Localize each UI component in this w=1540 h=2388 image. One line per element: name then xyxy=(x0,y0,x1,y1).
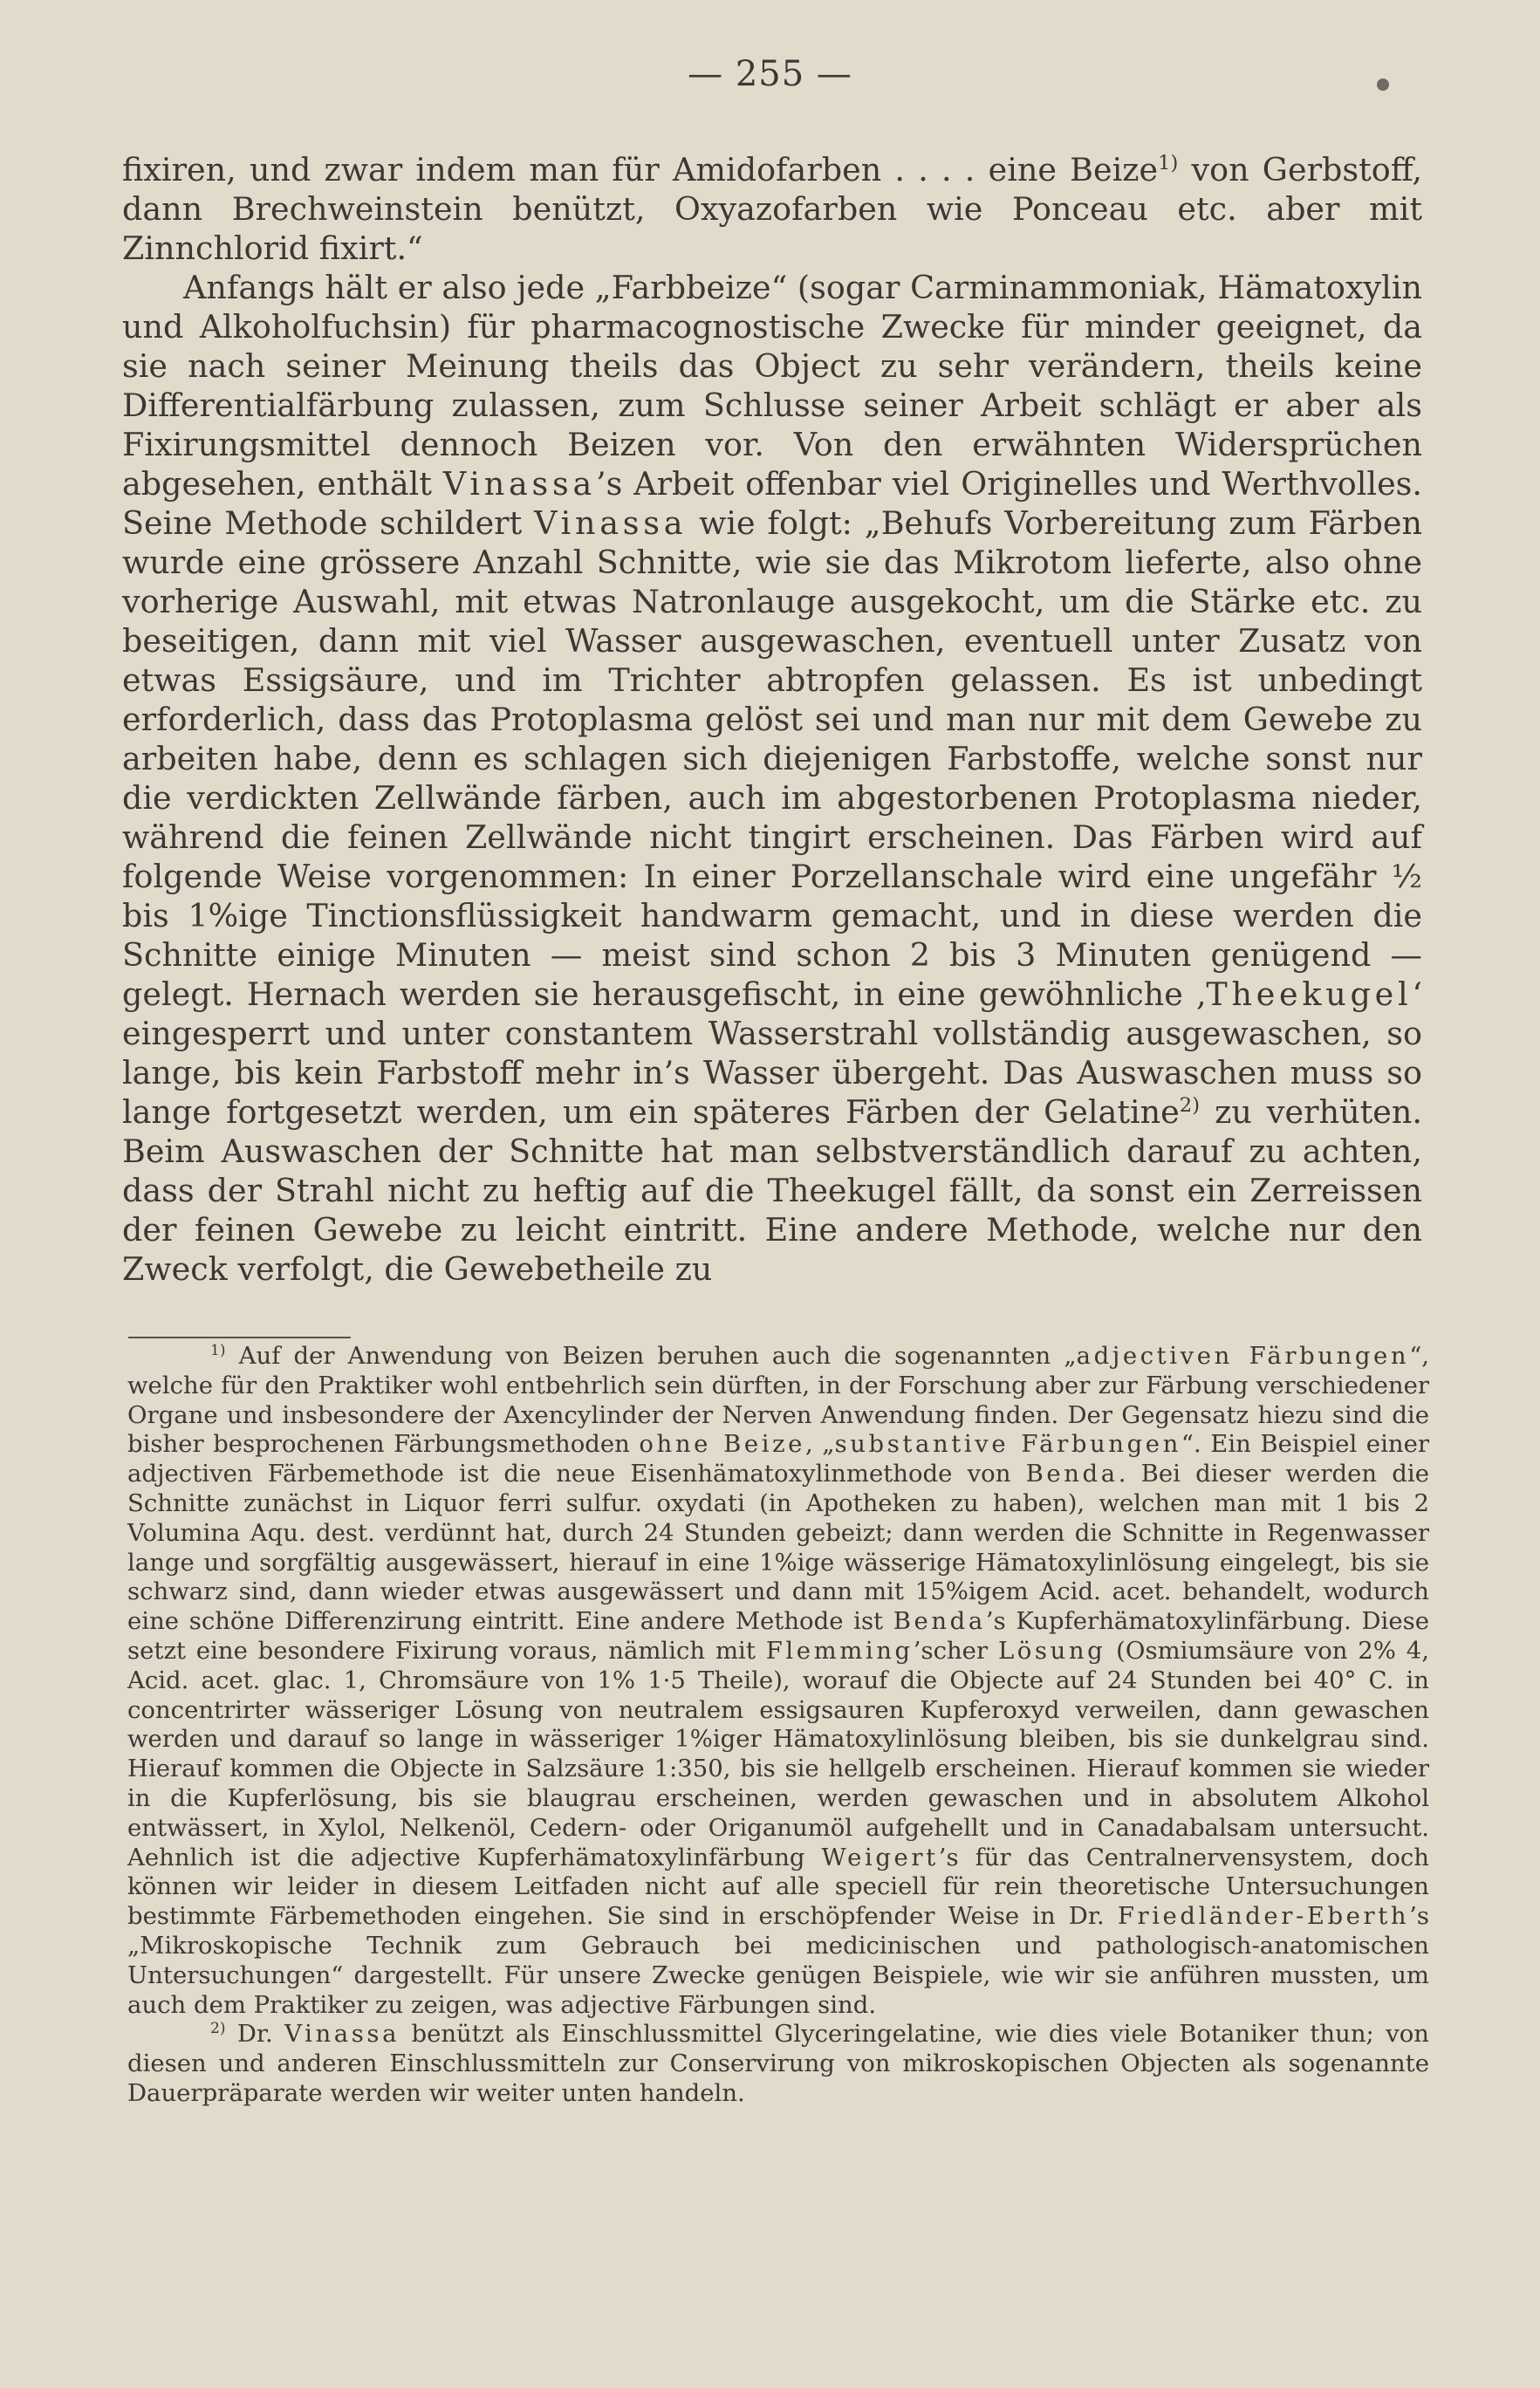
text-run: ’s für das Centralnervensystem, doch können wir leider in diesem Leitfaden nicht auf alle speciell für rein theoretische Untersuchungen bestimmte Färbemethoden eingehen. Sie sind in erschöpfender Weise in Dr. xyxy=(127,1843,1429,1931)
text-run: ‘ eingesperrt und unter constantem Wasserstrahl vollständig ausgewaschen, so lange, bis kein Farbstoff mehr in’s Wasser übergeht. Das Auswaschen muss so lange fortgesetzt werden, um ein späteres Färben der Gelatine xyxy=(122,975,1422,1131)
footnote-ref-1: 1) xyxy=(1158,151,1179,174)
emphasis: adjectiven Färbungen xyxy=(1076,1342,1410,1370)
author-name: Vinassa xyxy=(534,504,688,542)
text-run: ’s „Mikroskopische Technik zum Gebrauch bei medicinischen und pathologisch-anatomischen Untersuchungen“ dargestellt. Für unsere Zwecke genügen Beispiele, wie wir sie anführen mussten, um auch dem Praktiker zu zeigen, was adjective Färbungen sind. xyxy=(127,1902,1429,2019)
author-name: Benda xyxy=(1025,1460,1119,1488)
footnote-ref-2: 2) xyxy=(1179,1093,1201,1117)
text-run: (Osmiumsäure von 2% 4, Acid. acet. glac. 1, Chromsäure von 1% 1·5 Theile), worauf die Objecte auf 24 Stunden bei 40° C. in concentrirter wässeriger Lösung von neutralem essigsauren Kupferoxyd verweilen, dann gewaschen werden und darauf so lange in wässeriger 1%iger Hämatoxylinlösung bleiben, bis sie dunkelgrau sind. Hierauf kommen die Objecte in Salzsäure 1:350, bis sie hellgelb erscheinen. Hierauf kommen sie wieder in die Kupferlösung, bis sie blaugrau erscheinen, werden gewaschen und in absolutem Alkohol entwässert, in Xylol, Nelkenöl, Cedern- oder Origanumöl aufgehellt und in Canadabalsam untersucht. Aehnlich ist die adjective Kupferhämatoxylinfärbung xyxy=(127,1636,1429,1871)
text-run: Dr. xyxy=(225,2020,285,2049)
author-name: Vinassa xyxy=(284,2020,400,2049)
paragraph-1 xyxy=(122,150,1422,268)
ink-spot xyxy=(1377,79,1389,91)
text-run: , „ xyxy=(805,1430,835,1459)
text-run: fixiren, und zwar indem man für Amidofarben . . . . eine Beize xyxy=(122,151,1159,188)
text-run: . Bei dieser werden die Schnitte zunächst in Liquor ferri sulfur. oxydati (in Apotheken zu haben), welchen man mit 1 bis 2 Volumina Aqu. dest. verdünnt hat, durch 24 Stunden gebeizt; dann werden die Schnitte in Regenwasser lange und sorgfältig ausgewässert, hierauf in eine 1%ige wässerige Hämatoxylinlösung eingelegt, bis sie schwarz sind, dann wieder etwas ausgewässert und dann mit 15%igem Acid. acet. behandelt, wodurch eine schöne Differenzirung eintritt. Eine andere Methode ist xyxy=(127,1460,1429,1636)
text-run: Auf der Anwendung von Beizen beruhen auch die sogenannten „ xyxy=(225,1342,1077,1370)
text-run: “. Ein Beispiel einer adjectiven Färbemethode ist die neue Eisenhämatoxylinmethode von xyxy=(127,1430,1429,1488)
text-run: ’scher xyxy=(913,1636,998,1665)
text-run: Anfangs hält er also jede „Farbbeize“ (sogar Carminammoniak, Hämatoxylin und Alkoholfuchsin) für pharmacognostische Zwecke für minder geeignet, da sie nach seiner Meinung theils das Object zu sehr verändern, theils keine Differentialfärbung zulassen, zum Schlusse seiner Arbeit schlägt er aber als Fixirungsmittel dennoch Beizen vor. Von den erwähnten Widersprüchen abgesehen, enthält xyxy=(122,269,1422,503)
text-run: von Gerbstoff, dann Brechweinstein benützt, Oxyazofarben wie Ponceau etc. aber mit Zinnchlorid fixirt.“ xyxy=(122,151,1422,267)
main-text xyxy=(122,150,1422,1289)
emphasis: Theekugel xyxy=(1206,975,1413,1013)
text-run: benützt als Einschlussmittel Glyceringelatine, wie dies viele Botaniker thun; von diesen und anderen Einschlussmitteln zur Conservirung von mikroskopischen Objecten als sogenannte Dauerpräparate werden wir weiter unten handeln. xyxy=(127,2020,1429,2107)
footnote-1 xyxy=(127,1342,1429,2020)
author-name: Benda xyxy=(893,1607,986,1636)
footnote-divider xyxy=(128,1337,351,1338)
author-name: Friedländer-Eberth xyxy=(1117,1902,1410,1931)
text-run: zu verhüten. Beim Auswaschen der Schnitte hat man selbstverständlich darauf zu achten, dass der Strahl nicht zu heftig auf die Theekugel fällt, da sonst ein Zerreissen der feinen Gewebe zu leicht eintritt. Eine andere Methode, welche nur den Zweck verfolgt, die Gewebetheile zu xyxy=(122,1093,1422,1288)
paragraph-2 xyxy=(122,268,1422,1289)
page-number: — 255 — xyxy=(688,54,852,94)
text-run: wie folgt: „Behufs Vorbereitung zum Färben wurde eine grössere Anzahl Schnitte, wie sie das Mikrotom lieferte, also ohne vorherige Auswahl, mit etwas Natronlauge ausgekocht, um die Stärke etc. zu beseitigen, dann mit viel Wasser ausgewaschen, eventuell unter Zusatz von etwas Essigsäure, und im Trichter abtropfen gelassen. Es ist unbedingt erforderlich, dass das Protoplasma gelöst sei und man nur mit dem Gewebe zu arbeiten habe, denn es schlagen sich diejenigen Farbstoffe, welche sonst nur die verdickten Zellwände färben, auch im abgestorbenen Protoplasma nieder, während die feinen Zellwände nicht tingirt erscheinen. Das Färben wird auf folgende Weise vorgenommen: In einer Porzellanschale wird eine ungefähr ½ bis 1%ige Tinctionsflüssigkeit handwarm gemacht, und in diese werden die Schnitte einige Minuten — meist sind schon 2 bis 3 Minuten genügend — gelegt. Hernach werden sie herausgefischt, in eine gewöhnliche ‚ xyxy=(122,504,1422,1013)
text-run: “, welche für den Praktiker wohl entbehrlich sein dürften, in der Forschung aber zur Färbung verschiedener Organe und insbesondere der Axencylinder der Nerven Anwendung finden. Der Gegensatz hiezu sind die bisher besprochenen Färbungsmethoden xyxy=(127,1342,1429,1459)
footnote-2 xyxy=(127,2020,1429,2108)
text-run: ’s Kupferhämatoxylinfärbung. Diese setzt eine besondere Fixirung voraus, nämlich mit xyxy=(127,1607,1429,1665)
emphasis: substantive Färbungen xyxy=(834,1430,1181,1459)
text-run: ’s Arbeit offenbar viel Originelles und Werthvolles. Seine Methode schildert xyxy=(122,465,1423,542)
author-name: Flemming xyxy=(765,1636,914,1665)
emphasis: ohne Beize xyxy=(639,1430,806,1459)
emphasis: Lösung xyxy=(997,1636,1106,1665)
author-name: Vinassa xyxy=(442,465,596,503)
footnote-mark-2: 2) xyxy=(210,2020,226,2038)
author-name: Weigert xyxy=(821,1843,939,1871)
footnotes xyxy=(127,1342,1429,2109)
footnote-mark-1: 1) xyxy=(210,1341,226,1359)
